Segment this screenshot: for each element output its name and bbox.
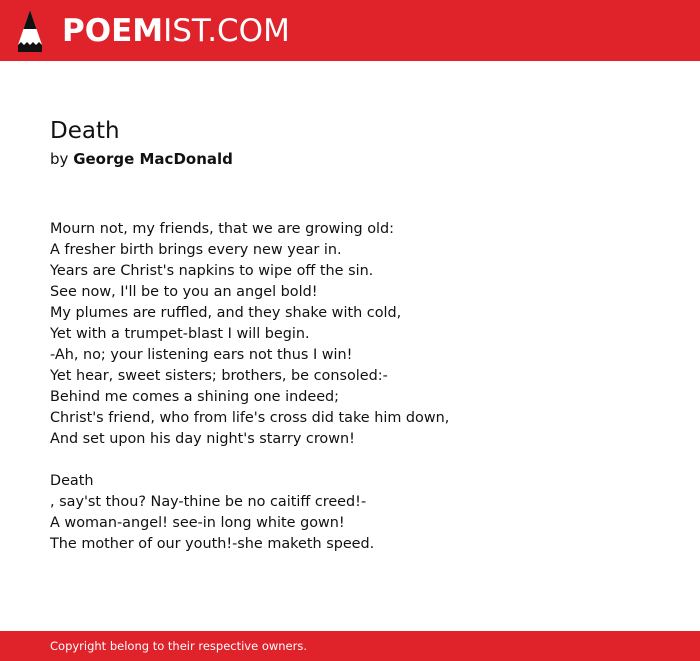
by-label: by bbox=[50, 150, 69, 168]
site-logo-text[interactable] bbox=[62, 11, 290, 51]
poem-line: The mother of our youth!-she maketh speed. bbox=[50, 536, 375, 552]
pencil-logo-icon[interactable] bbox=[17, 9, 43, 53]
poem-body bbox=[50, 219, 670, 555]
poem-line: Death bbox=[50, 473, 94, 489]
poem-line: And set upon his day night's starry crown! bbox=[50, 431, 355, 447]
poem-line: , say'st thou? Nay-thine be no caitiff creed!- bbox=[50, 494, 367, 510]
poem-line: Yet hear, sweet sisters; brothers, be consoled:- bbox=[50, 368, 388, 384]
poem-line: Yet with a trumpet-blast I will begin. bbox=[50, 326, 310, 342]
stanza-break bbox=[50, 450, 670, 471]
poem-line: -Ah, no; your listening ears not thus I win! bbox=[50, 347, 353, 363]
poem-line: A woman-angel! see-in long white gown! bbox=[50, 515, 345, 531]
poem-line: Christ's friend, who from life's cross did take him down, bbox=[50, 410, 450, 426]
site-footer bbox=[0, 631, 700, 661]
copyright-notice: Copyright belong to their respective owners. bbox=[50, 639, 308, 653]
poem-line: A fresher birth brings every new year in. bbox=[50, 242, 342, 258]
author-name: George MacDonald bbox=[73, 150, 233, 168]
brand-bold: POEM bbox=[62, 13, 164, 49]
poem-line: Mourn not, my friends, that we are growing old: bbox=[50, 221, 395, 237]
poem-line: My plumes are ruffled, and they shake with cold, bbox=[50, 305, 402, 321]
poem-title: Death bbox=[50, 118, 120, 144]
brand-light: IST.COM bbox=[163, 13, 290, 49]
site-header bbox=[0, 0, 700, 61]
byline bbox=[50, 148, 233, 170]
poem-line: See now, I'll be to you an angel bold! bbox=[50, 284, 318, 300]
poem-line: Years are Christ's napkins to wipe off the sin. bbox=[50, 263, 374, 279]
poem-line: Behind me comes a shining one indeed; bbox=[50, 389, 340, 405]
